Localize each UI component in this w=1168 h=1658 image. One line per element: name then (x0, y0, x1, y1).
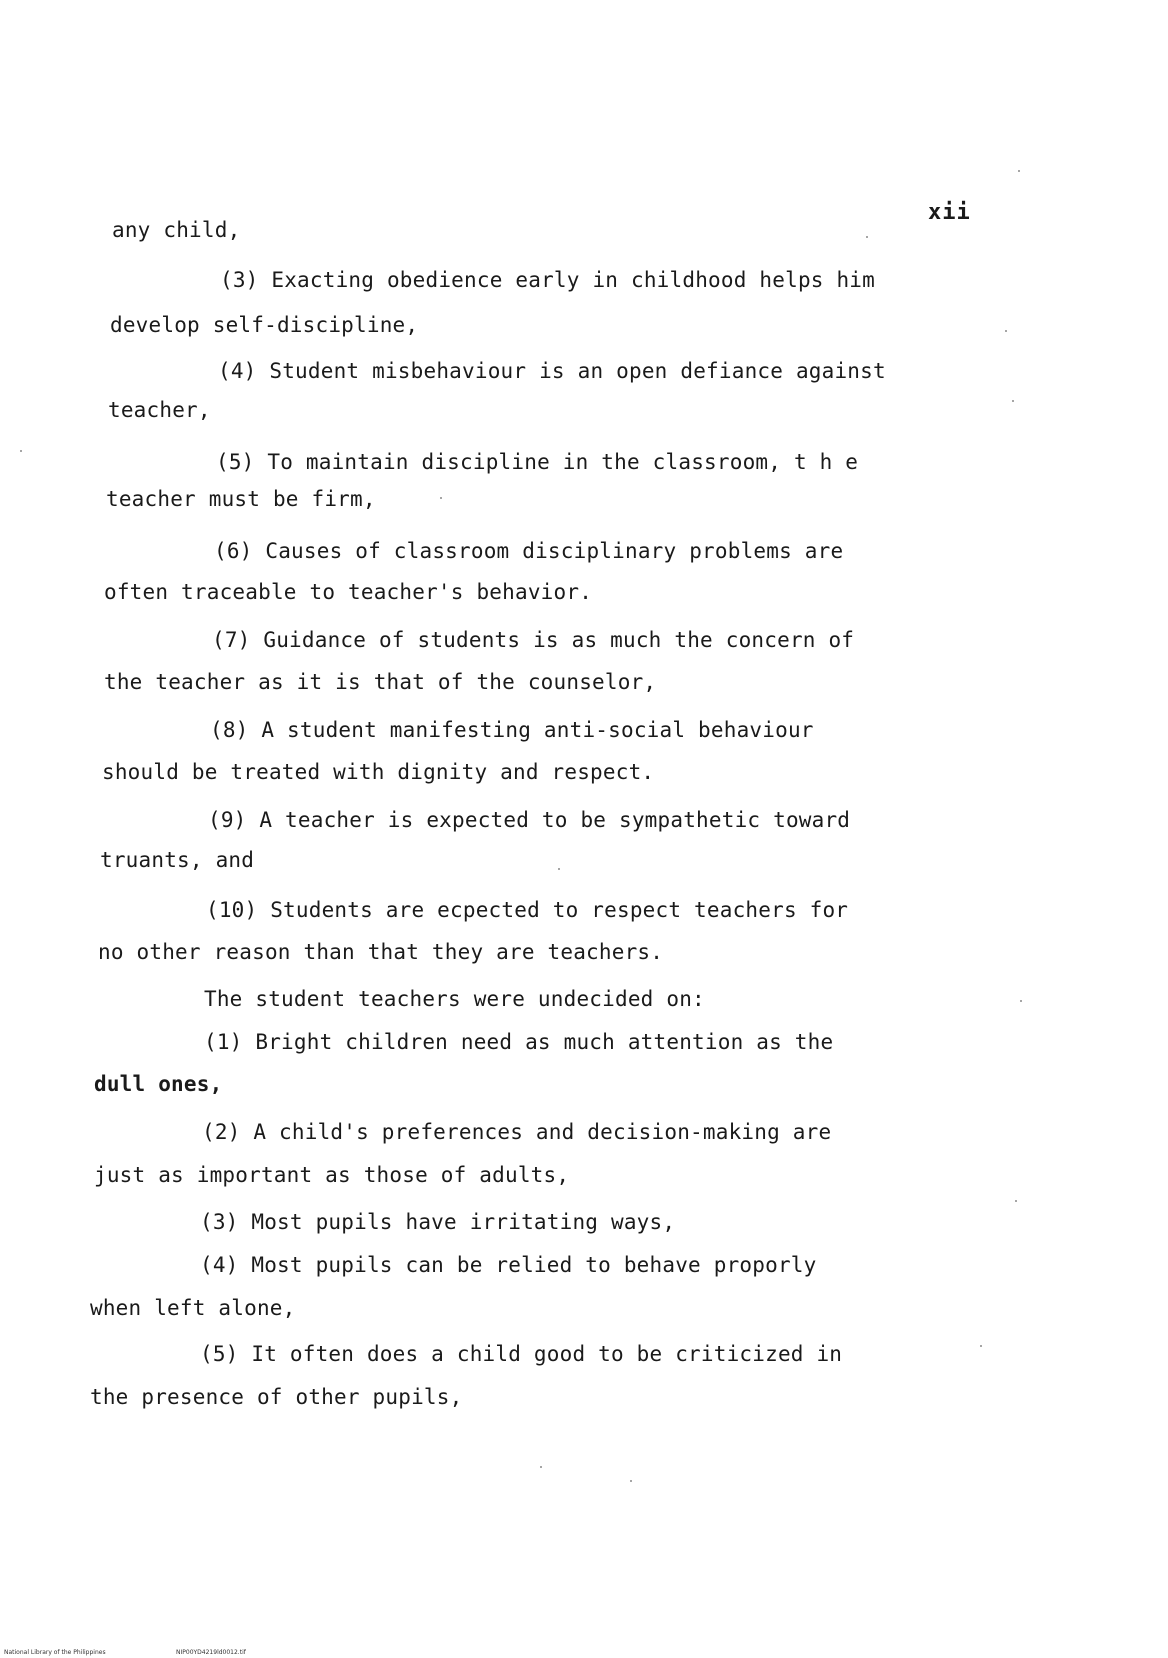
text-line: the presence of other pupils, (90, 1385, 463, 1409)
text-line: (5) It often does a child good to be criticized in (200, 1342, 843, 1366)
scan-speck (1015, 1200, 1017, 1202)
text-line: teacher must be firm, (106, 487, 376, 511)
text-line: when left alone, (90, 1296, 296, 1320)
footer-file-id: NIP00YD4219ld0012.tif (176, 1649, 246, 1656)
text-line: any child, (112, 218, 241, 242)
text-line: should be treated with dignity and respect. (102, 760, 655, 784)
text-line: (3) Exacting obedience early in childhood helps him (220, 268, 875, 292)
scan-speck (980, 1345, 982, 1347)
text-line: (8) A student manifesting anti-social behaviour (210, 718, 814, 742)
text-line: (1) Bright children need as much attention as the (204, 1030, 834, 1054)
scan-speck (440, 497, 442, 499)
text-line: (5) To maintain discipline in the classroom, t h e (216, 450, 859, 474)
page-number: xii (928, 200, 971, 225)
text-line: dull ones, (94, 1072, 223, 1096)
scan-speck (558, 868, 560, 870)
text-line: (2) A child's preferences and decision-making are (202, 1120, 832, 1144)
text-line: (4) Most pupils can be relied to behave proporly (200, 1253, 817, 1277)
text-line: (10) Students are ecpected to respect teachers for (206, 898, 849, 922)
scan-speck (1012, 400, 1014, 402)
text-line: develop self-discipline, (110, 313, 419, 337)
scan-speck (630, 1480, 632, 1482)
scan-speck (1005, 330, 1007, 332)
text-line: truants, and (100, 848, 255, 872)
text-line: just as important as those of adults, (94, 1163, 570, 1187)
text-line: (4) Student misbehaviour is an open defiance against (218, 359, 886, 383)
text-line: no other reason than that they are teachers. (98, 940, 664, 964)
text-line: the teacher as it is that of the counselor, (104, 670, 657, 694)
text-line: (7) Guidance of students is as much the concern of (212, 628, 855, 652)
text-line: (9) A teacher is expected to be sympathetic toward (208, 808, 851, 832)
text-line: often traceable to teacher's behavior. (104, 580, 593, 604)
scan-speck (1018, 170, 1020, 172)
scan-speck (1020, 1000, 1022, 1002)
scan-speck (866, 236, 868, 238)
scan-speck (540, 1466, 542, 1468)
scan-speck (20, 450, 22, 452)
text-line: teacher, (108, 398, 211, 422)
text-line: (6) Causes of classroom disciplinary problems are (214, 539, 844, 563)
text-line: The student teachers were undecided on: (204, 987, 705, 1011)
text-line: (3) Most pupils have irritating ways, (200, 1210, 676, 1234)
footer-library: National Library of the Philippines (4, 1649, 106, 1656)
